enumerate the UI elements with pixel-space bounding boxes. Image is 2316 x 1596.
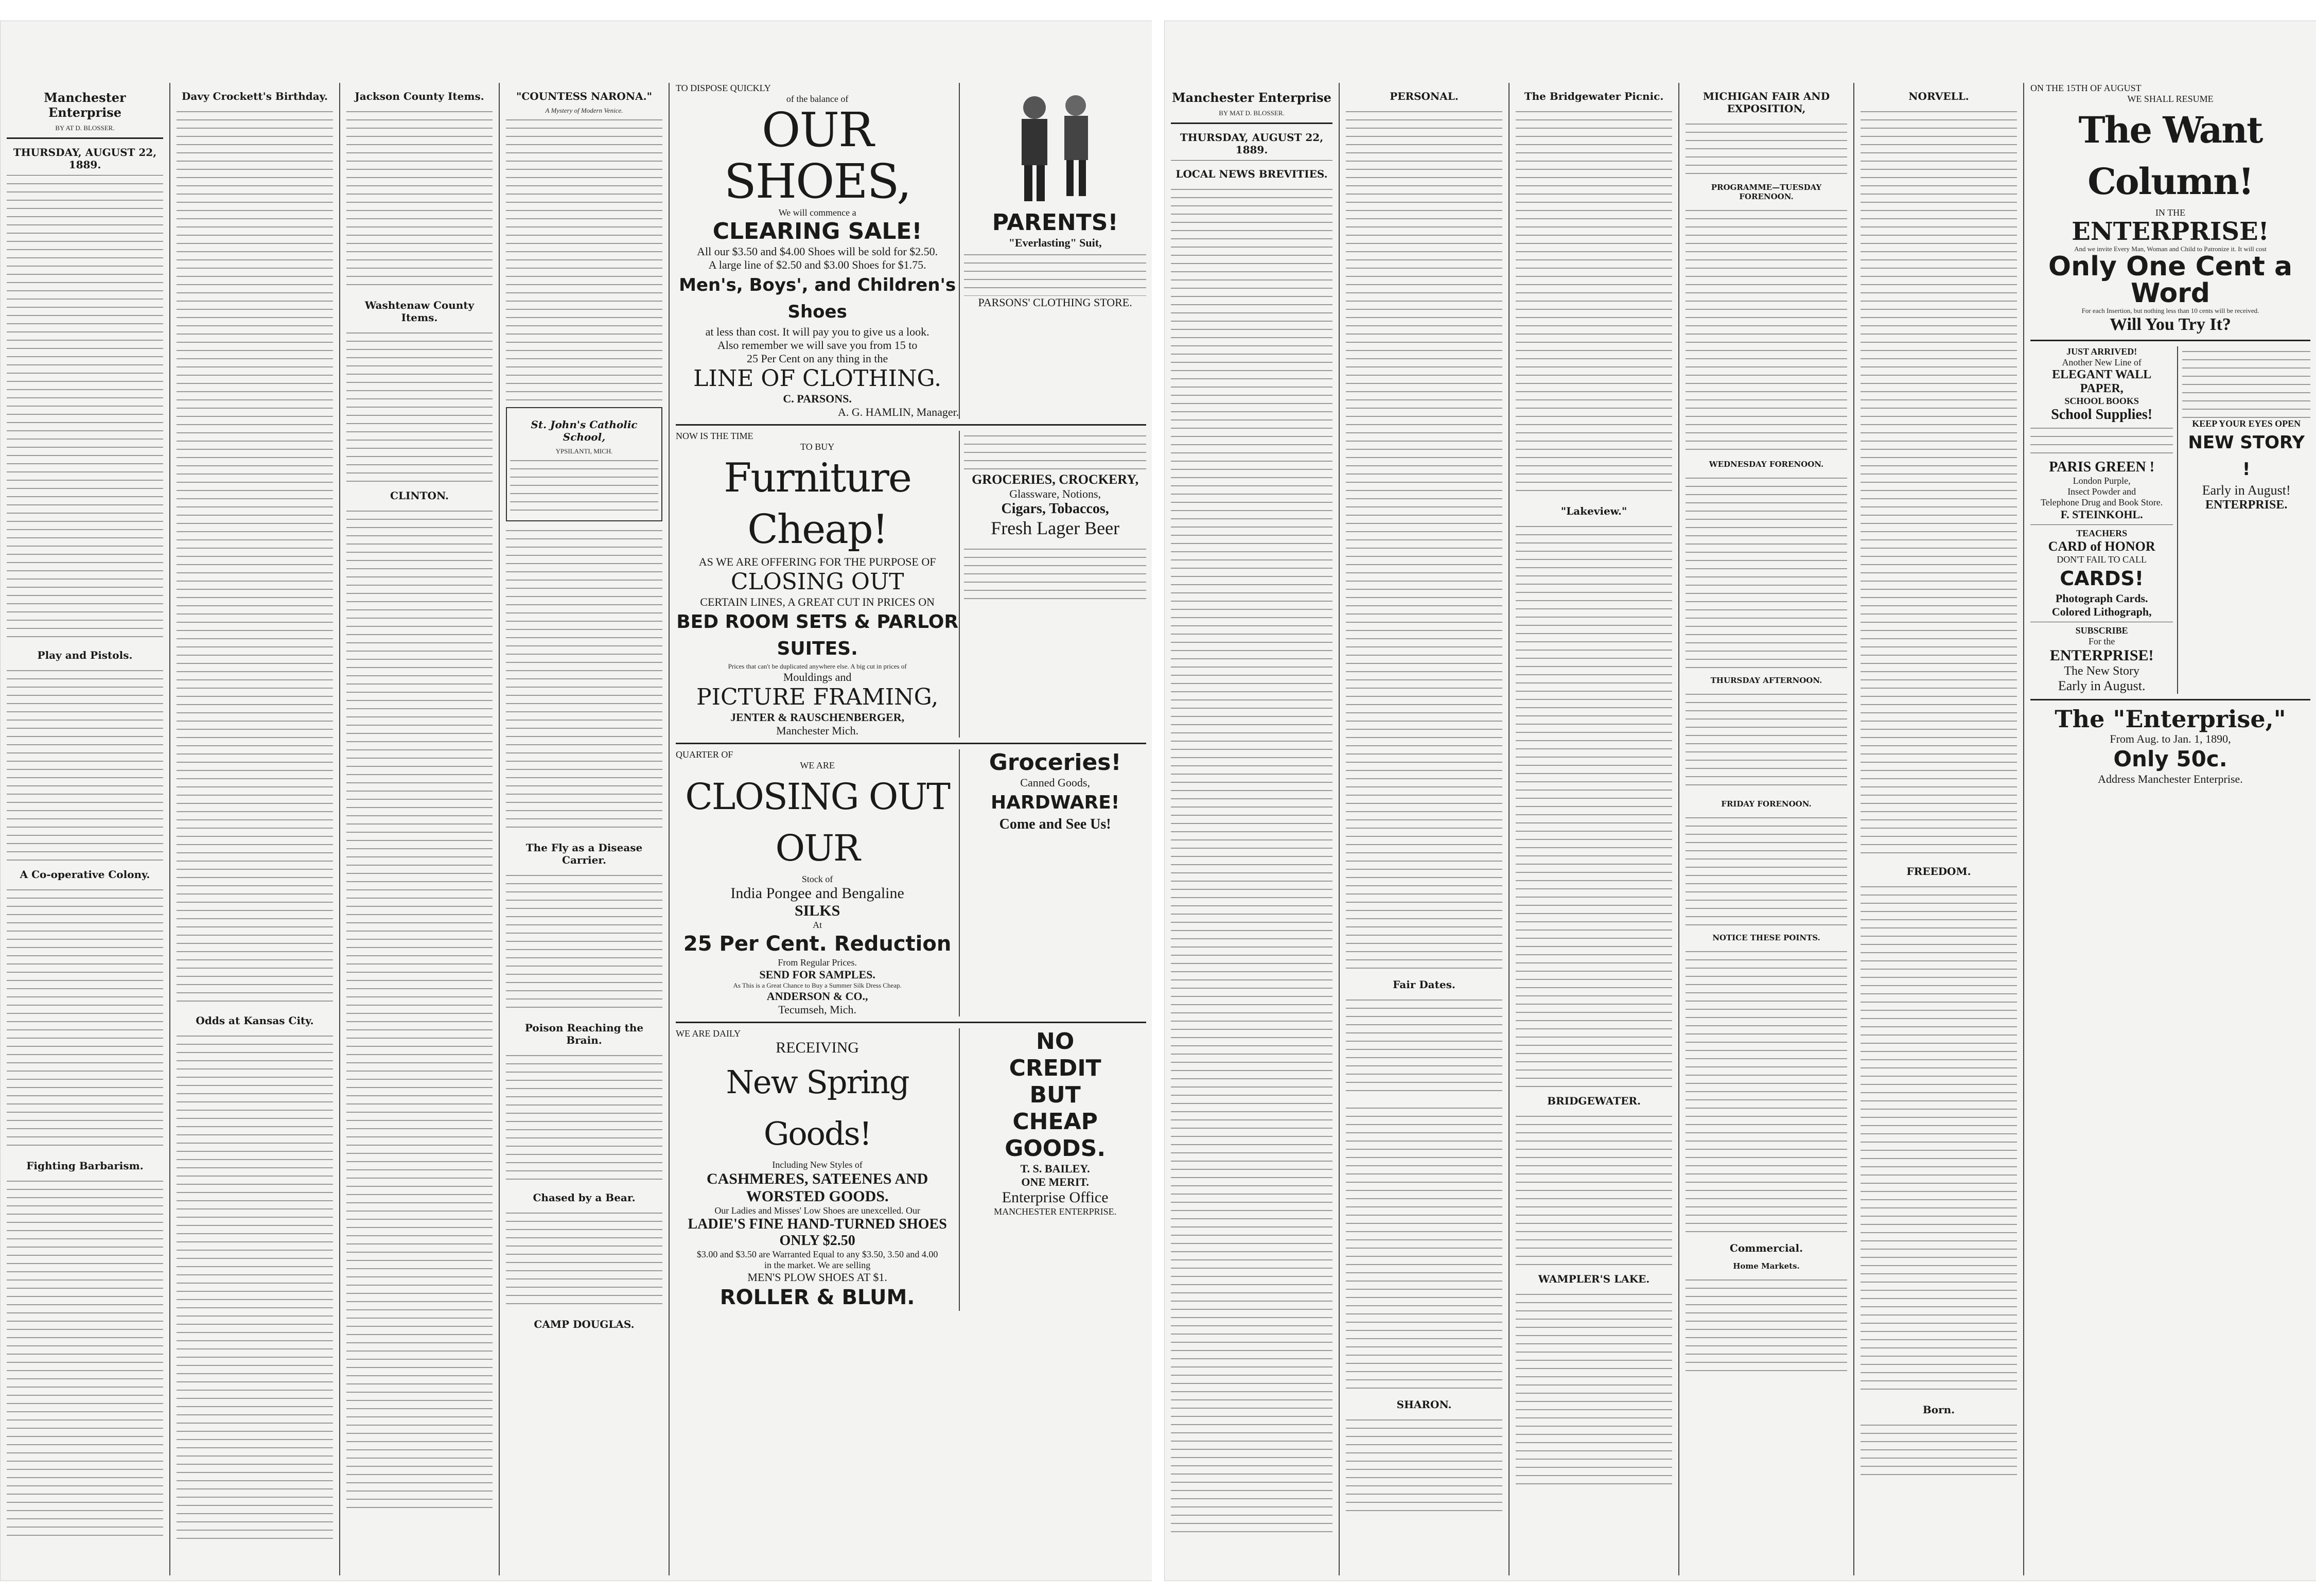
furniture-row — [676, 431, 1146, 738]
c-parsons: C. PARSONS. — [783, 392, 852, 405]
article-text-block — [1686, 473, 1847, 669]
article-text-block — [7, 885, 163, 1152]
ladies-fine: LADIE'S FINE HAND-TURNED SHOES ONLY $2.50 — [688, 1216, 947, 1249]
article-text-block — [1346, 1415, 1502, 1518]
article-text-block — [1686, 813, 1847, 926]
heading-fighting-barbarism: Fighting Barbarism. — [26, 1160, 144, 1172]
heading-personal: PERSONAL. — [1390, 90, 1459, 102]
article-text-block — [1686, 205, 1847, 452]
new-spring-goods: New Spring Goods! — [726, 1063, 909, 1152]
per-cent: 25 Per Cent on any thing in the — [746, 352, 888, 365]
card-of-honor: CARD of HONOR — [2048, 539, 2155, 554]
the-enterprise: The "Enterprise," — [2055, 705, 2286, 733]
new-story: NEW STORY ! — [2188, 432, 2305, 480]
enterprise-foot: ENTERPRISE. — [2205, 498, 2288, 512]
heading-lakeview: "Lakeview." — [1560, 505, 1627, 517]
but: BUT — [1029, 1082, 1081, 1108]
right-masthead-byline: BY MAT D. BLOSSER. — [1219, 109, 1285, 117]
just-arrived: JUST ARRIVED! — [2066, 346, 2137, 357]
subscribe: SUBSCRIBE — [2075, 625, 2128, 636]
right-col-4 — [1679, 83, 1854, 1575]
article-text-block — [1686, 1275, 1847, 1378]
cheap: CHEAP — [1012, 1109, 1098, 1135]
heading-jackson-county: Jackson County Items. — [355, 90, 484, 102]
spring-row — [676, 1028, 1146, 1311]
school-books: SCHOOL BOOKS — [2064, 396, 2139, 406]
article-text-block — [1686, 689, 1847, 792]
left-masthead-byline: BY AT D. BLOSSER. — [55, 124, 115, 132]
picture-framing: PICTURE FRAMING, — [696, 684, 939, 710]
heading-born: Born. — [1922, 1404, 1955, 1416]
fresh-lager: Fresh Lager Beer — [991, 518, 1120, 538]
we-shall-resume: WE SHALL RESUME — [2127, 94, 2214, 104]
mouldings: Mouldings and — [783, 671, 852, 683]
groceries-ad — [959, 749, 1146, 1016]
new-story-ad — [2178, 346, 2310, 694]
worsted: WORSTED GOODS. — [746, 1188, 889, 1205]
heading-friday: FRIDAY FORENOON. — [1721, 799, 1812, 809]
cards: CARDS! — [2060, 567, 2144, 590]
article-text-block — [506, 1050, 662, 1184]
in-market: in the market. We are selling — [764, 1260, 871, 1270]
parsons-store: PARSONS' CLOTHING STORE. — [978, 296, 1132, 309]
article-text-block — [506, 1208, 662, 1311]
heading-bridgewater-picnic: The Bridgewater Picnic. — [1524, 90, 1664, 102]
at-label: At — [813, 920, 822, 930]
certain-lines: CERTAIN LINES, A GREAT CUT IN PRICES ON — [700, 595, 935, 608]
great-chance: As This is a Great Chance to Buy a Summer Silk Dress Cheap. — [733, 981, 902, 989]
including: Including New Styles of — [772, 1160, 863, 1170]
bed-room-sets: BED ROOM SETS & PARLOR SUITES. — [676, 611, 959, 659]
goods: GOODS. — [1005, 1135, 1106, 1162]
article-text-block — [506, 115, 662, 403]
article-text-block — [1171, 184, 1332, 1533]
no: NO — [1036, 1028, 1075, 1055]
will-you-try: Will You Try It? — [2110, 315, 2231, 334]
ladies-low: Our Ladies and Misses' Low Shoes are unexcelled. Our — [714, 1205, 920, 1216]
article-text-block — [1861, 107, 2017, 858]
heading-local-news: LOCAL NEWS BREVITIES. — [1175, 168, 1328, 180]
article-text-block — [506, 525, 662, 834]
to-buy: TO BUY — [800, 442, 835, 452]
groceries: Groceries! — [989, 749, 1121, 776]
closing-out-our: CLOSING OUT OUR — [685, 776, 950, 869]
silks-row — [676, 749, 1146, 1016]
from-regular: From Regular Prices. — [778, 957, 857, 968]
article-text-block — [1346, 107, 1502, 971]
telephone-drug: Telephone Drug and Book Store. — [2041, 497, 2163, 507]
article-text-block — [1516, 521, 1672, 1088]
furniture-ad — [676, 431, 959, 738]
warranted: $3.00 and $3.50 are Warranted Equal to any $3.50, 3.50 and 4.00 — [696, 1249, 938, 1259]
silks: SILKS — [794, 902, 840, 919]
heading-clinton: CLINTON. — [390, 489, 449, 502]
right-masthead-title: Manchester Enterprise — [1172, 90, 1331, 105]
article-text-block — [1861, 1420, 2017, 1482]
reduction: 25 Per Cent. Reduction — [683, 932, 952, 956]
article-text-block — [506, 870, 662, 1014]
article-text-block — [177, 107, 333, 1007]
article-text-block — [1516, 107, 1672, 498]
from-aug: From Aug. to Jan. 1, 1890, — [2110, 732, 2231, 745]
line-of-clothing: LINE OF CLOTHING. — [693, 365, 942, 392]
as-we-are-offering: AS WE ARE OFFERING FOR THE PURPOSE OF — [698, 555, 936, 568]
right-masthead-date: THURSDAY, AUGUST 22, 1889. — [1180, 131, 1324, 156]
credit: CREDIT — [1009, 1055, 1101, 1081]
want-column-title: The Want Column! — [2078, 109, 2262, 203]
manchester-mich: Manchester Mich. — [776, 724, 859, 737]
shoes-ad-row — [676, 83, 1146, 419]
for-the: For the — [2088, 636, 2115, 646]
heading-poison-brain: Poison Reaching the Brain. — [524, 1022, 644, 1046]
left-col-ads — [670, 83, 1152, 1575]
mens-plow: MEN'S PLOW SHOES AT $1. — [747, 1271, 887, 1284]
heading-chased-bear: Chased by a Bear. — [533, 1191, 636, 1204]
heading-play-pistols: Play and Pistols. — [37, 649, 133, 661]
article-text-block — [7, 179, 163, 642]
right-col-2 — [1340, 83, 1510, 1575]
subheading-mystery: A Mystery of Modern Venice. — [545, 107, 623, 114]
insect-powder: Insect Powder and — [2067, 486, 2136, 497]
article-text-block — [1516, 1111, 1672, 1266]
school-supplies: School Supplies! — [2051, 407, 2153, 423]
left-page — [0, 21, 1153, 1581]
left-col-3 — [340, 83, 500, 1575]
keep-eyes-open: KEEP YOUR EYES OPEN — [2192, 418, 2301, 429]
parents-ad — [959, 83, 1146, 419]
enterprise-subscribe: ENTERPRISE! — [2049, 647, 2154, 664]
article-text-block — [1686, 946, 1847, 1235]
heading-programme: PROGRAMME—TUESDAY FORENOON. — [1711, 183, 1822, 201]
manager: A. G. HAMLIN, Manager. — [838, 406, 959, 418]
also-remember: Also remember we will save you from 15 to — [717, 339, 918, 352]
london-purple: London Purple, — [2073, 476, 2131, 486]
left-col-4 — [500, 83, 670, 1575]
address: Address Manchester Enterprise. — [2098, 773, 2243, 785]
credit-ad — [959, 1028, 1146, 1311]
only-50c: Only 50c. — [2113, 746, 2227, 771]
ts-bailey: T. S. BAILEY. — [1020, 1162, 1090, 1175]
early-in-august-2: Early in August. — [2058, 678, 2146, 693]
steinkohl: F. STEINKOHL. — [2060, 508, 2143, 521]
cigars-tobacco: Cigars, Tobaccos, — [1001, 501, 1109, 517]
stock-of: Stock of — [801, 874, 833, 884]
glassware: Glassware, Notions, — [1009, 487, 1101, 500]
article-text-block — [1686, 119, 1847, 176]
clearing-line2: A large line of $2.50 and $3.00 Shoes for $1.75. — [708, 258, 926, 271]
quarter-of: QUARTER OF — [676, 749, 733, 760]
shoes-commence: We will commence a — [778, 207, 856, 218]
heading-home-markets: Home Markets. — [1733, 1261, 1800, 1271]
article-text-block — [1516, 1289, 1672, 1485]
parents-headline: PARENTS! — [992, 209, 1118, 236]
groceries-crockery: GROCERIES, CROCKERY, — [972, 472, 1139, 487]
left-masthead-title: Manchester Enterprise — [44, 90, 126, 120]
shoes-headline: OUR SHOES, — [724, 102, 911, 209]
spring-goods-ad — [676, 1028, 959, 1311]
heading-cooperative-colony: A Co-operative Colony. — [20, 868, 150, 881]
groceries-crockery-ad — [959, 431, 1146, 738]
heading-commercial: Commercial. — [1729, 1242, 1803, 1254]
colored-lithograph: Colored Lithograph, — [2051, 605, 2152, 618]
manchester-enterprise-foot: MANCHESTER ENTERPRISE. — [994, 1206, 1117, 1217]
we-are: WE ARE — [800, 760, 835, 770]
left-col-2 — [170, 83, 340, 1575]
enterprise-title: ENTERPRISE! — [2072, 217, 2269, 246]
everlasting-suit: "Everlasting" Suit, — [1008, 236, 1102, 249]
invite-text: And we invite Every Man, Woman and Child to Patronize it. It will cost — [2074, 245, 2267, 253]
heading-camp-douglas: CAMP DOUGLAS. — [534, 1318, 635, 1330]
we-are-daily: WE ARE DAILY — [676, 1028, 741, 1039]
want-column-ad — [2024, 83, 2316, 1575]
article-text-block — [1346, 1103, 1502, 1391]
right-col-1 — [1165, 83, 1340, 1575]
subscription-ad — [2030, 706, 2310, 786]
paris-green: PARIS GREEN ! — [2049, 459, 2155, 475]
photograph-cards: Photograph Cards. — [2055, 592, 2148, 605]
for-each-insertion: For each Insertion, but nothing less than 10 cents will be received. — [2081, 307, 2259, 314]
at-less-cost: at less than cost. It will pay you to give us a look. — [705, 325, 929, 338]
hardware: HARDWARE! — [990, 792, 1120, 813]
boys-suit-illustration — [998, 87, 1112, 205]
mens-shoes: Men's, Boys', and Children's Shoes — [679, 275, 956, 322]
heading-davy-crockett: Davy Crockett's Birthday. — [182, 90, 328, 102]
prices-duplicated: Prices that can't be duplicated anywhere else. A big cut in prices of — [728, 662, 907, 670]
right-page — [1164, 21, 2316, 1581]
receiving: RECEIVING — [776, 1039, 859, 1056]
roller-blum: ROLLER & BLUM. — [720, 1286, 915, 1309]
page-gutter — [1152, 0, 1164, 1596]
india-pongee: India Pongee and Bengaline — [730, 885, 904, 902]
cashmeres: CASHMERES, SATEENES AND — [706, 1170, 928, 1187]
wall-paper-ad — [2030, 346, 2178, 694]
early-in-august: Early in August! — [2202, 483, 2291, 498]
article-text-block — [7, 665, 163, 861]
right-col-3 — [1510, 83, 1679, 1575]
shoes-of: of the balance of — [786, 94, 849, 104]
heading-thursday: THURSDAY AFTERNOON. — [1710, 676, 1822, 685]
heading-countess-narona: "COUNTESS NARONA." — [516, 90, 653, 102]
st-johns-location: YPSILANTI, MICH. — [555, 447, 613, 455]
heading-fair-dates: Fair Dates. — [1393, 978, 1455, 991]
article-text-block — [346, 107, 493, 292]
enterprise-office: Enterprise Office — [1002, 1189, 1109, 1206]
article-text-block — [1346, 995, 1502, 1098]
heading-sharon: SHARON. — [1396, 1398, 1452, 1411]
st-johns-title: St. John's Catholic School, — [531, 418, 638, 443]
heading-notice-points: NOTICE THESE POINTS. — [1712, 933, 1820, 942]
on-the-15th: ON THE 15TH OF AUGUST — [2030, 83, 2142, 93]
heading-michigan-fair: MICHIGAN FAIR AND EXPOSITION, — [1703, 90, 1830, 115]
dont-fail: DON'T FAIL TO CALL — [2057, 554, 2147, 565]
article-text-block — [7, 1176, 163, 1536]
one-merit: ONE MERIT. — [1021, 1176, 1089, 1188]
st-johns-school-ad — [506, 407, 662, 521]
furniture-cheap: Furniture Cheap! — [724, 455, 911, 553]
in-the: IN THE — [2155, 207, 2186, 218]
article-text-block — [346, 506, 493, 1510]
heading-norvell: NORVELL. — [1908, 90, 1969, 102]
heading-odds-kansas-city: Odds at Kansas City. — [196, 1014, 314, 1027]
jenter-rauschenberger: JENTER & RAUSCHENBERGER, — [730, 711, 905, 724]
come-and-see: Come and See Us! — [999, 816, 1111, 832]
heading-wednesday: WEDNESDAY FORENOON. — [1709, 460, 1824, 469]
heading-wamplers-lake: WAMPLER'S LAKE. — [1538, 1273, 1650, 1285]
article-text-block — [177, 1031, 333, 1546]
heading-bridgewater: BRIDGEWATER. — [1547, 1095, 1641, 1107]
left-masthead-date: THURSDAY, AUGUST 22, 1889. — [13, 146, 157, 171]
article-text-block — [1861, 882, 2017, 1396]
clearing-sale: CLEARING SALE! — [712, 218, 922, 244]
silks-ad — [676, 749, 959, 1016]
clearing-line1: All our $3.50 and $4.00 Shoes will be sold for $2.50. — [697, 245, 938, 258]
the-new-story: The New Story — [2064, 664, 2139, 678]
closing-out: CLOSING OUT — [730, 569, 904, 595]
shoes-ad — [676, 83, 959, 419]
now-is-time: NOW IS THE TIME — [676, 431, 753, 441]
right-col-5 — [1854, 83, 2024, 1575]
teachers: TEACHERS — [2076, 528, 2128, 538]
canned-goods: Canned Goods, — [1020, 776, 1090, 789]
another-line: Another New Line of — [2062, 357, 2142, 367]
anderson-co: ANDERSON & CO., — [766, 990, 868, 1003]
article-text-block — [346, 328, 493, 482]
one-cent-word: Only One Cent a Word — [2048, 251, 2293, 309]
heading-fly-disease: The Fly as a Disease Carrier. — [525, 841, 643, 866]
left-col-1 — [1, 83, 170, 1575]
heading-washtenaw-county: Washtenaw County Items. — [364, 299, 475, 324]
send-samples: SEND FOR SAMPLES. — [759, 968, 875, 981]
shoes-intro: TO DISPOSE QUICKLY — [676, 83, 771, 93]
heading-freedom: FREEDOM. — [1906, 865, 1971, 878]
tecumseh: Tecumseh, Mich. — [778, 1003, 857, 1016]
wall-paper: ELEGANT WALL PAPER, — [2052, 368, 2152, 395]
